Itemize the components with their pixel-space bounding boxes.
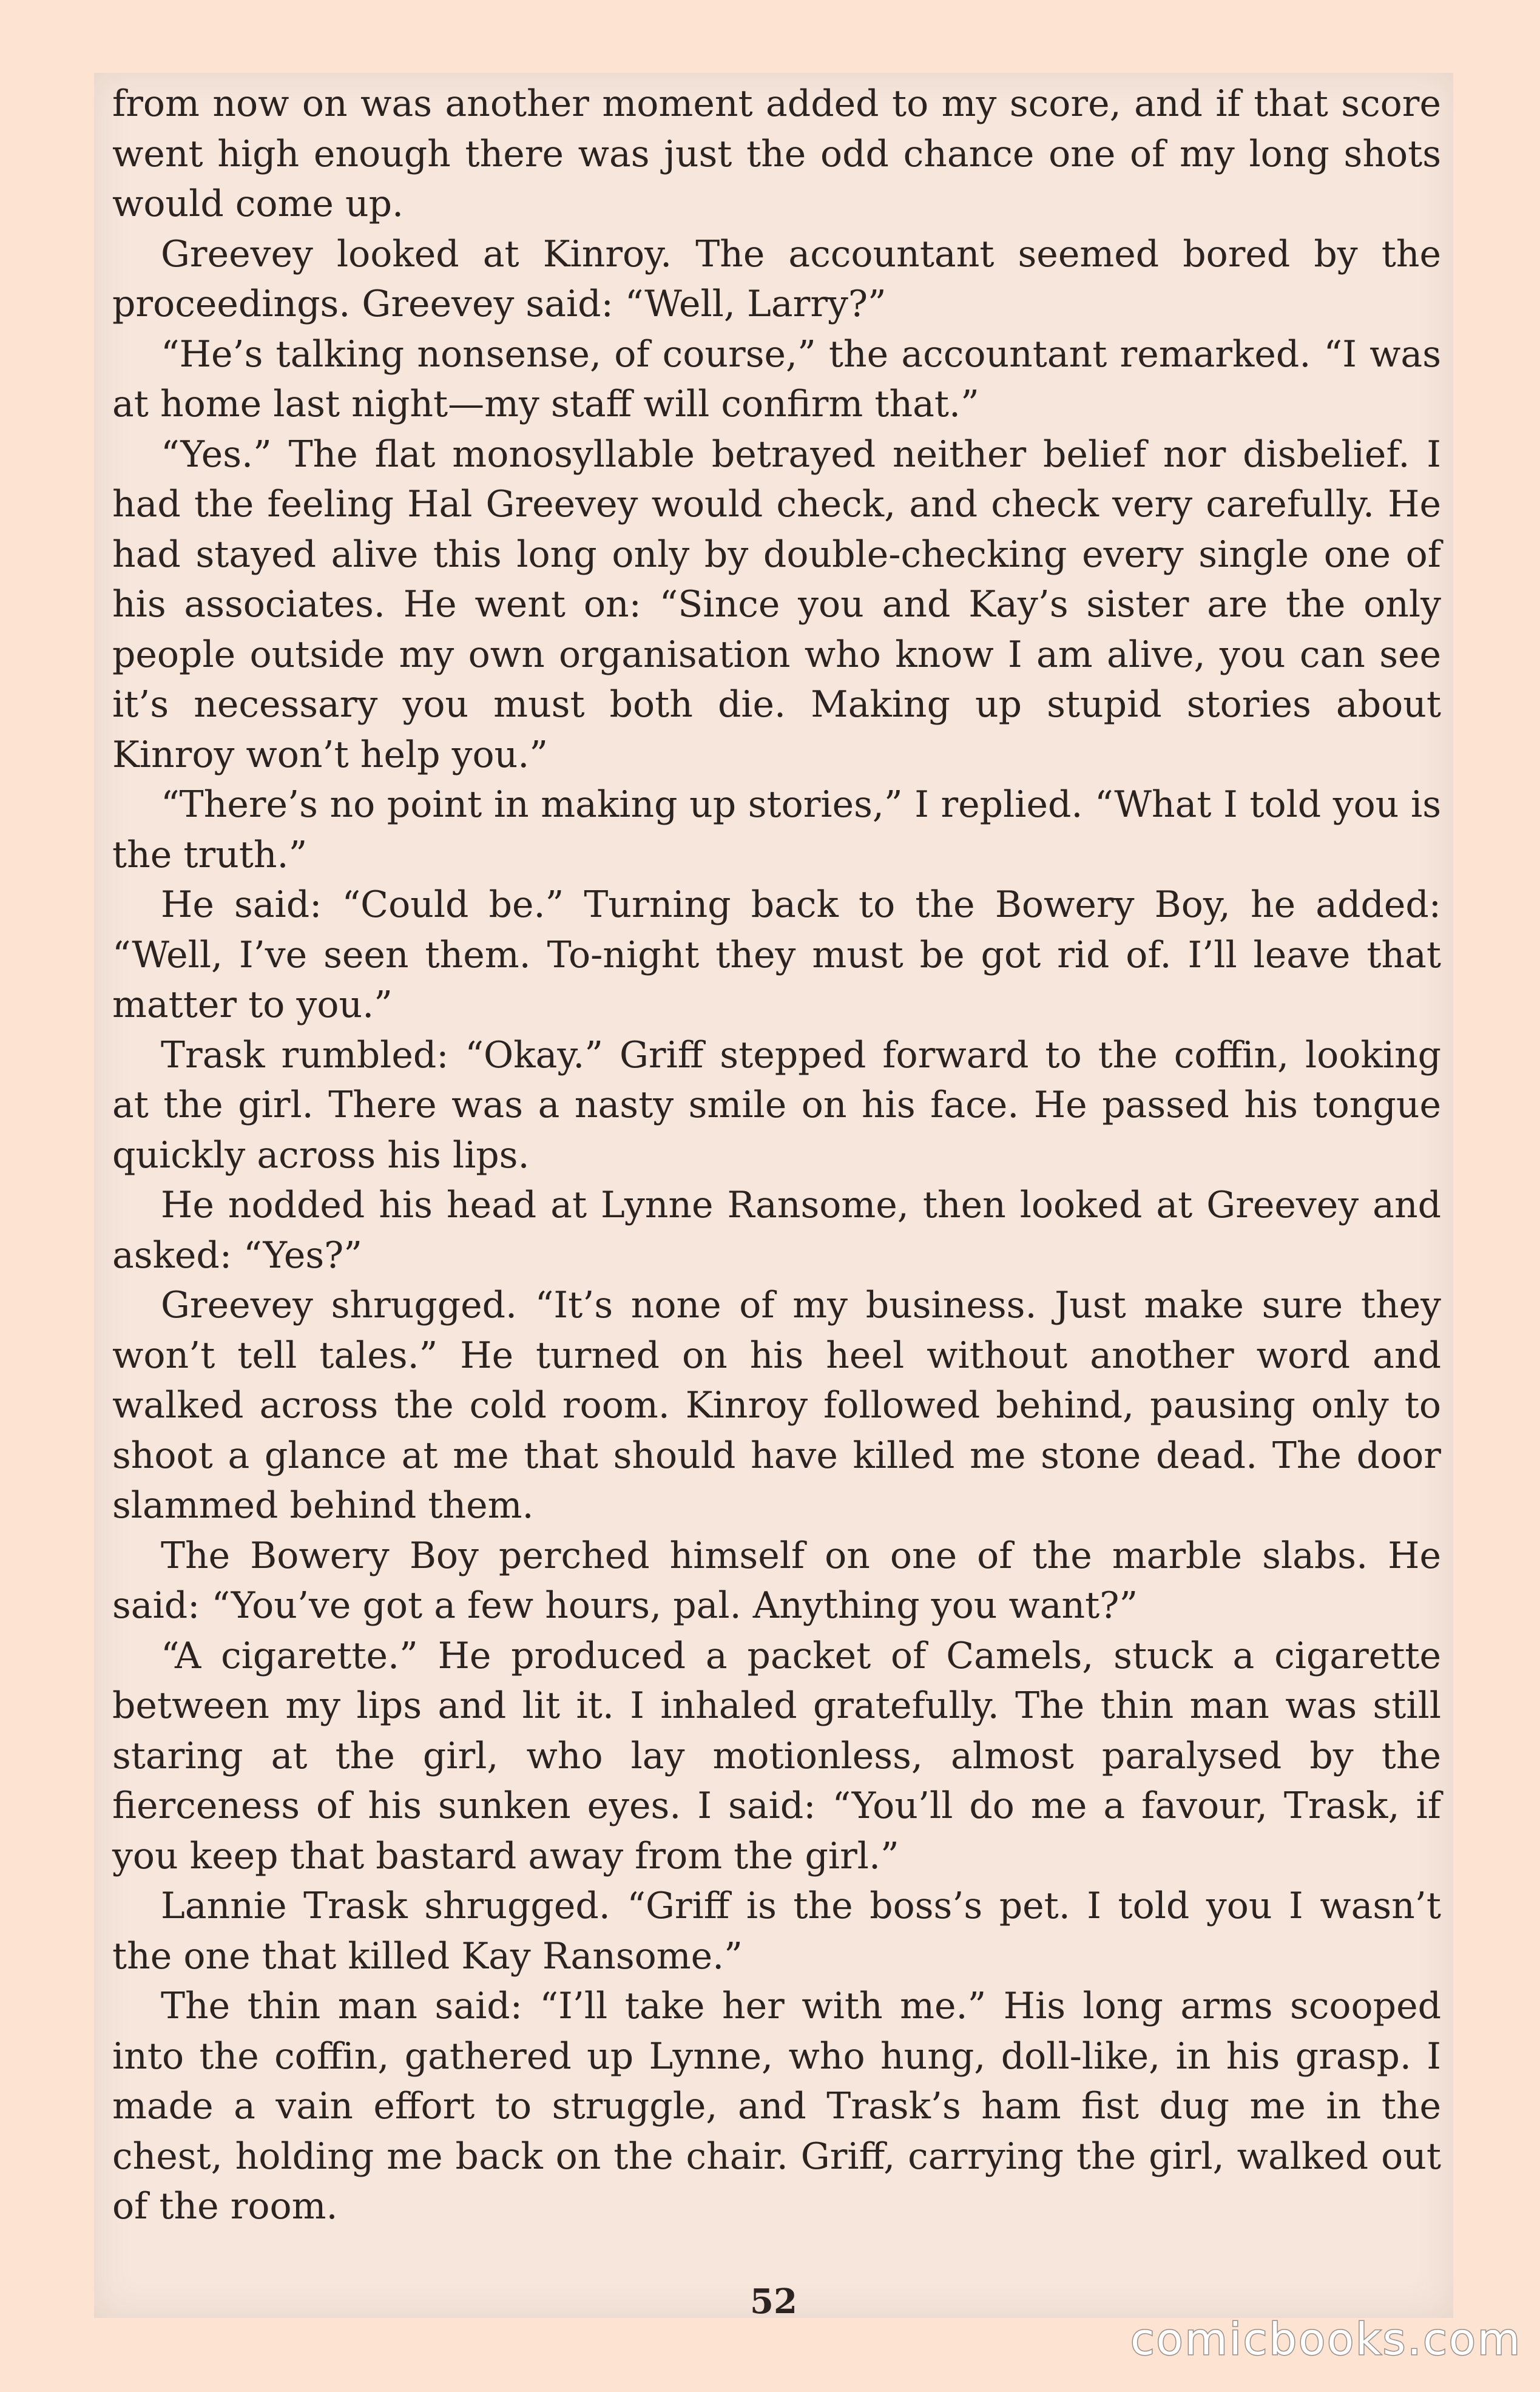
paragraph: Greevey looked at Kinroy. The accountant seemed bored by the proceedings. Greevey said: “Well, Larry?” bbox=[112, 232, 1441, 325]
page-text bbox=[112, 79, 1441, 2232]
paragraph: “He’s talking nonsense, of course,” the accountant remarked. “I was at home last night—my staff will confirm that.” bbox=[112, 333, 1441, 425]
paragraph: “A cigarette.” He produced a packet of Camels, stuck a cigarette between my lips and lit it. I inhaled gratefully. The thin man was still staring at the girl, who lay motionless, almost paralysed by the fierceness of his sunken eyes. I said: “You’ll do me a favour, Trask, if you keep that bastard away from the girl.” bbox=[112, 1634, 1441, 1877]
book-page bbox=[94, 73, 1453, 2322]
paragraph: “There’s no point in making up stories,” I replied. “What I told you is the truth.” bbox=[112, 783, 1441, 876]
watermark: comicbooks.com bbox=[1130, 2314, 1522, 2365]
paragraph: Greevey shrugged. “It’s none of my business. Just make sure they won’t tell tales.” He turned on his heel without another word and walked across the cold room. Kinroy followed behind, pausing only to shoot a glance at me that should have killed me stone dead. The door slammed behind them. bbox=[112, 1284, 1441, 1527]
paragraph: Lannie Trask shrugged. “Griff is the boss’s pet. I told you I wasn’t the one that killed Kay Ransome.” bbox=[112, 1885, 1441, 1978]
paragraph: He nodded his head at Lynne Ransome, then looked at Greevey and asked: “Yes?” bbox=[112, 1184, 1441, 1277]
paragraph: The thin man said: “I’ll take her with me.” His long arms scooped into the coffin, gathered up Lynne, who hung, doll-like, in his grasp. I made a vain effort to struggle, and Trask’s ham fist dug me in the chest, holding me back on the chair. Griff, carrying the girl, walked out of the room. bbox=[112, 1985, 1441, 2228]
paragraph: Trask rumbled: “Okay.” Griff stepped forward to the coffin, looking at the girl. There was a nasty smile on his face. He passed his tongue quickly across his lips. bbox=[112, 1033, 1441, 1177]
paragraph: The Bowery Boy perched himself on one of the marble slabs. He said: “You’ve got a few hours, pal. Anything you want?” bbox=[112, 1534, 1441, 1627]
paragraph: “Yes.” The flat monosyllable betrayed neither belief nor disbelief. I had the feeling Hal Greevey would check, and check very carefully. He had stayed alive this long only by double-checking every single one of his associates. He went on: “Since you and Kay’s sister are the only people outside my own organisation who know I am alive, you can see it’s necessary you must both die. Making up stupid stories about Kinroy won’t help you.” bbox=[112, 433, 1441, 776]
paragraph: from now on was another moment added to my score, and if that score went high enough there was just the odd chance one of my long shots would come up. bbox=[112, 83, 1441, 225]
page-number: 52 bbox=[750, 2282, 797, 2322]
paragraph: He said: “Could be.” Turning back to the Bowery Boy, he added: “Well, I’ve seen them. To-night they must be got rid of. I’ll leave that matter to you.” bbox=[112, 883, 1441, 1026]
